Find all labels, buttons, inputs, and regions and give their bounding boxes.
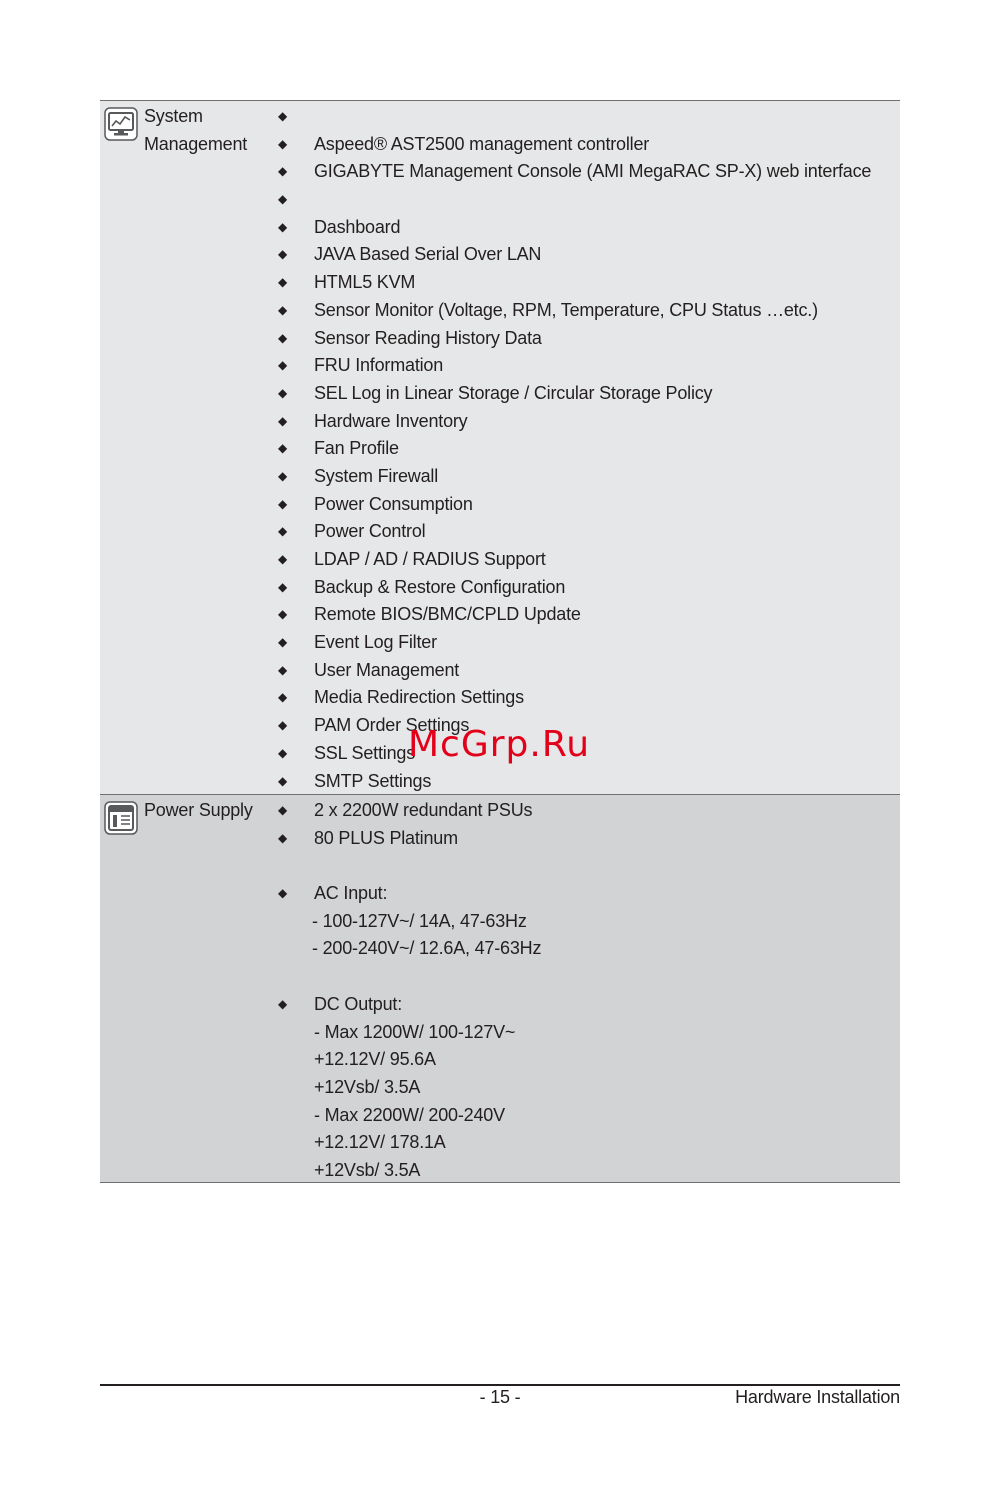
list-item-text: DC Output: xyxy=(314,993,403,1014)
list-item xyxy=(100,297,900,325)
bullet-icon: ◆ xyxy=(278,247,288,262)
list-item-text: +12.12V/ 95.6A xyxy=(314,1049,436,1070)
list-item xyxy=(100,408,900,436)
list-item-text: +12Vsb/ 3.5A xyxy=(314,1159,421,1180)
bullet-icon: ◆ xyxy=(278,579,288,594)
list-item-text: Event Log Filter xyxy=(314,632,437,653)
list-item-text: Fan Profile xyxy=(314,438,399,459)
list-item-text: SSL Settings xyxy=(314,742,415,763)
bullet-icon: ◆ xyxy=(278,524,288,539)
list-item xyxy=(100,131,900,159)
list-item xyxy=(100,186,900,214)
list-item xyxy=(100,825,900,853)
bullet-icon: ◆ xyxy=(278,773,288,788)
list-item xyxy=(100,1102,900,1130)
list-item-text: - 200-240V~/ 12.6A, 47-63Hz xyxy=(312,938,542,959)
bullet-icon: ◆ xyxy=(278,803,288,817)
list-item xyxy=(100,601,900,629)
list-item xyxy=(100,491,900,519)
bullet-icon: ◆ xyxy=(278,607,288,622)
list-item-text: HTML5 KVM xyxy=(314,272,416,293)
bullet-icon: ◆ xyxy=(278,635,288,650)
list-item xyxy=(100,158,900,186)
list-item-text: +12Vsb/ 3.5A xyxy=(314,1076,421,1097)
bullet-icon: ◆ xyxy=(278,718,288,733)
list-item xyxy=(100,1129,900,1157)
list-item-text: JAVA Based Serial Over LAN xyxy=(314,244,542,265)
bullet-icon: ◆ xyxy=(278,745,288,760)
list-item xyxy=(100,908,900,936)
label-line: System xyxy=(144,106,203,126)
list-item-text: System Firewall xyxy=(314,465,439,486)
bullet-icon: ◆ xyxy=(278,192,288,207)
bullet-icon: ◆ xyxy=(278,413,288,428)
list-item xyxy=(100,880,900,908)
list-item-text: FRU Information xyxy=(314,355,444,376)
bullet-icon: ◆ xyxy=(278,662,288,677)
list-item xyxy=(100,1157,900,1185)
list-item xyxy=(100,852,900,880)
power-supply-section xyxy=(100,794,900,1183)
list-item xyxy=(100,1019,900,1047)
list-item xyxy=(100,1046,900,1074)
list-item-text: - Max 1200W/ 100-127V~ xyxy=(314,1021,516,1042)
bullet-icon: ◆ xyxy=(278,358,288,373)
label-line: Management xyxy=(144,133,248,154)
bullet-icon: ◆ xyxy=(278,886,288,901)
list-item xyxy=(100,574,900,602)
bullet-icon: ◆ xyxy=(278,830,288,845)
list-item xyxy=(100,935,900,963)
list-item xyxy=(100,325,900,353)
list-item xyxy=(100,1074,900,1102)
bullet-icon: ◆ xyxy=(278,219,288,234)
list-item xyxy=(100,241,900,269)
list-item xyxy=(100,768,900,796)
bullet-icon: ◆ xyxy=(278,441,288,456)
list-item-text: Media Redirection Settings xyxy=(314,687,524,708)
list-item xyxy=(100,352,900,380)
list-item-text: Backup & Restore Configuration xyxy=(314,576,566,597)
system-management-section xyxy=(100,100,900,794)
bullet-icon: ◆ xyxy=(278,996,288,1011)
list-item-text: PAM Order Settings xyxy=(314,715,470,736)
list-item-text: Dashboard xyxy=(314,216,401,237)
list-item xyxy=(100,991,900,1019)
list-item-text: - 100-127V~/ 14A, 47-63Hz xyxy=(312,910,527,931)
section-label-power-supply: Power Supply xyxy=(144,800,253,820)
list-item xyxy=(100,103,900,131)
bullet-icon: ◆ xyxy=(278,552,288,566)
watermark: McGrp.Ru xyxy=(408,724,591,765)
footer-divider xyxy=(100,1384,900,1386)
bullet-icon: ◆ xyxy=(278,330,288,345)
list-item xyxy=(100,629,900,657)
list-item-text: Remote BIOS/BMC/CPLD Update xyxy=(314,604,581,625)
list-item xyxy=(100,380,900,408)
list-item-text: LDAP / AD / RADIUS Support xyxy=(314,549,546,569)
list-item-text: - Max 2200W/ 200-240V xyxy=(314,1104,505,1125)
bullet-icon: ◆ xyxy=(278,109,288,123)
list-item-text: +12.12V/ 178.1A xyxy=(314,1132,446,1153)
bullet-icon: ◆ xyxy=(278,496,288,511)
list-item-text: Aspeed® AST2500 management controller xyxy=(314,133,650,154)
bullet-icon: ◆ xyxy=(278,275,288,290)
list-item xyxy=(100,657,900,685)
bullet-icon: ◆ xyxy=(278,136,288,151)
list-item-text: AC Input: xyxy=(314,883,388,904)
list-item-text: Hardware Inventory xyxy=(314,410,468,431)
list-item xyxy=(100,684,900,712)
list-item-text: 2 x 2200W redundant PSUs xyxy=(314,800,533,820)
system-management-list xyxy=(100,103,900,795)
list-item xyxy=(100,518,900,546)
bullet-icon: ◆ xyxy=(278,302,288,317)
list-item-text: User Management xyxy=(314,659,460,680)
page-number: - 15 - xyxy=(479,1387,521,1407)
list-item xyxy=(100,269,900,297)
list-item xyxy=(100,546,900,574)
list-item-text: Power Consumption xyxy=(314,493,473,514)
list-item xyxy=(100,797,900,825)
list-item xyxy=(100,435,900,463)
list-item xyxy=(100,963,900,991)
list-item-text: Power Control xyxy=(314,521,426,542)
list-item-text: SEL Log in Linear Storage / Circular Storage Policy xyxy=(314,382,713,403)
list-item-text: Sensor Reading History Data xyxy=(314,327,542,348)
list-item-text: GIGABYTE Management Console (AMI MegaRAC SP-X) web interface xyxy=(314,161,872,182)
list-item-text: 80 PLUS Platinum xyxy=(314,827,458,848)
bullet-icon: ◆ xyxy=(278,164,288,179)
list-item-text: Sensor Monitor (Voltage, RPM, Temperature, CPU Status …etc.) xyxy=(314,299,818,320)
bullet-icon: ◆ xyxy=(278,690,288,705)
power-supply-list xyxy=(100,797,900,1185)
list-item xyxy=(100,463,900,491)
list-item-text: SMTP Settings xyxy=(314,770,432,791)
list-item xyxy=(100,214,900,242)
spec-table xyxy=(100,100,900,1183)
footer-title: Hardware Installation xyxy=(735,1387,900,1407)
bullet-icon: ◆ xyxy=(278,468,288,483)
bullet-icon: ◆ xyxy=(278,385,288,400)
